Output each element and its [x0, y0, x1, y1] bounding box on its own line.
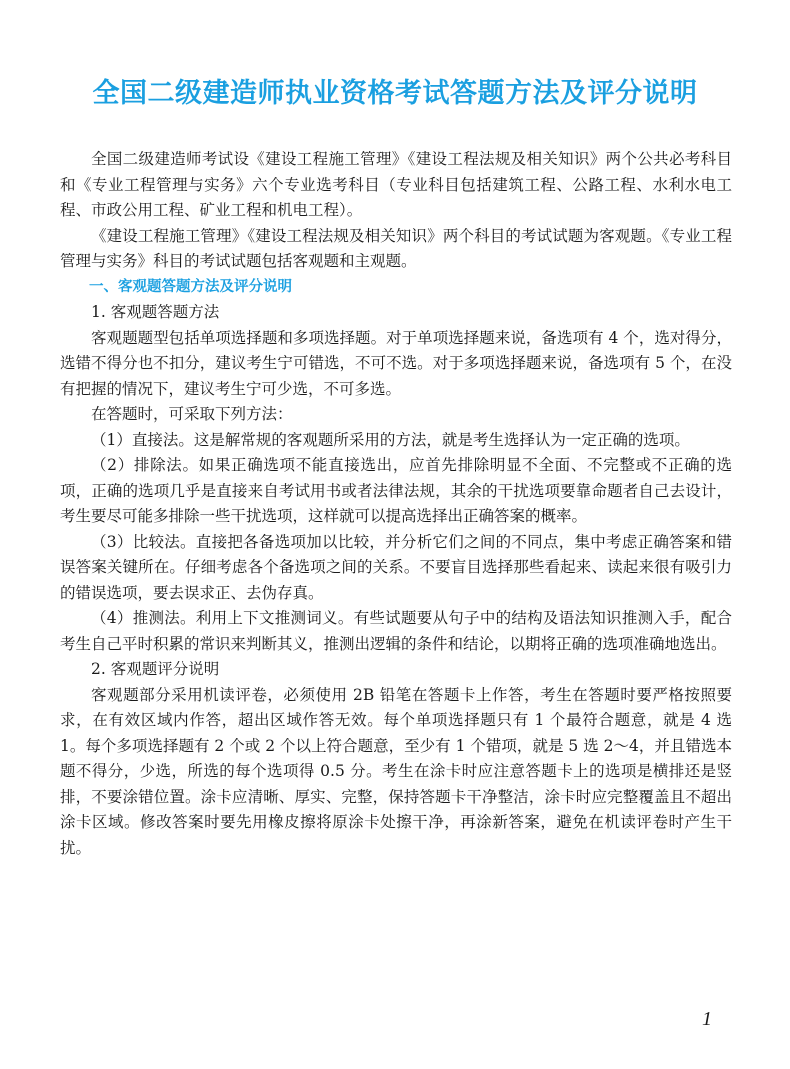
paragraph-intro: 全国二级建造师考试设《建设工程施工管理》《建设工程法规及相关知识》两个公共必考科目和《专业工程管理与实务》六个专业选考科目（专业科目包括建筑工程、公路工程、水利水电工程、市政公用工程、矿业工程和机电工程）。: [60, 150, 732, 219]
page-title: 全国二级建造师执业资格考试答题方法及评分说明: [92, 78, 698, 109]
paragraph-method-elimination: （2）排除法。如果正确选项不能直接选出，应首先排除明显不全面、不完整或不正确的选项，正确的选项几乎是直接来自考试用书或者法律法规，其余的干扰选项要靠命题者自己去设计，考生要尽可能多排除一些干扰选项，这样就可以提高选择出正确答案的概率。: [60, 456, 732, 525]
paragraph-question-types: 客观题题型包括单项选择题和多项选择题。对于单项选择题来说，备选项有 4 个，选对得分，选错不得分也不扣分，建议考生宁可错选，不可不选。对于多项选择题来说，备选项有 5 个，在没有把握的情况下，建议考生宁可少选，不可多选。: [60, 328, 732, 398]
paragraph-scoring: 客观题部分采用机读评卷，必须使用 2B 铅笔在答题卡上作答，考生在答题时要严格按照要求，在有效区域内作答，超出区域作答无效。每个单项选择题只有 1 个最符合题意，就是 4 选 1。每个多项选择题有 2 个或 2 个以上符合题意，至少有 1 个错项，就是 5 选 2～4，并且错选本题不得分，少选，所选的每个选项得 0.5 分。考生在涂卡时应注意答题卡上的选项是横排还是竖排，不要涂错位置。涂卡应清晰、厚实、完整，保持答题卡干净整洁，涂卡时应完整覆盖且不超出涂卡区域。修改答案时要先用橡皮擦将原涂卡处擦干净，再涂新答案，避免在机读评卷时产生干扰。: [60, 685, 732, 857]
paragraph-method-inference: （4）推测法。利用上下文推测词义。有些试题要从句子中的结构及语法知识推测入手，配合考生自己平时积累的常识来判断其义，推测出逻辑的条件和结论，以期将正确的选项准确地选出。: [60, 609, 732, 653]
paragraph-method-comparison: （3）比较法。直接把各备选项加以比较，并分析它们之间的不同点，集中考虑正确答案和错误答案关键所在。仔细考虑各个备选项之间的关系。不要盲目选择那些看起来、读起来很有吸引力的错误选项，要去误求正、去伪存真。: [60, 532, 732, 602]
subsection-heading-scoring: 2. 客观题评分说明: [91, 660, 220, 678]
paragraph-subjects: 《建设工程施工管理》《建设工程法规及相关知识》两个科目的考试试题为客观题。《专业工程管理与实务》科目的考试试题包括客观题和主观题。: [60, 226, 732, 270]
paragraph-method-direct: （1）直接法。这是解常规的客观题所采用的方法，就是考生选择认为一定正确的选项。: [91, 430, 690, 449]
subsection-heading-method: 1. 客观题答题方法: [91, 303, 220, 321]
document-body: [60, 147, 732, 861]
section-heading-objective: 一、客观题答题方法及评分说明: [89, 278, 292, 295]
page-number: 1: [702, 1008, 712, 1030]
paragraph-methods-intro: 在答题时，可采取下列方法：: [91, 405, 293, 423]
